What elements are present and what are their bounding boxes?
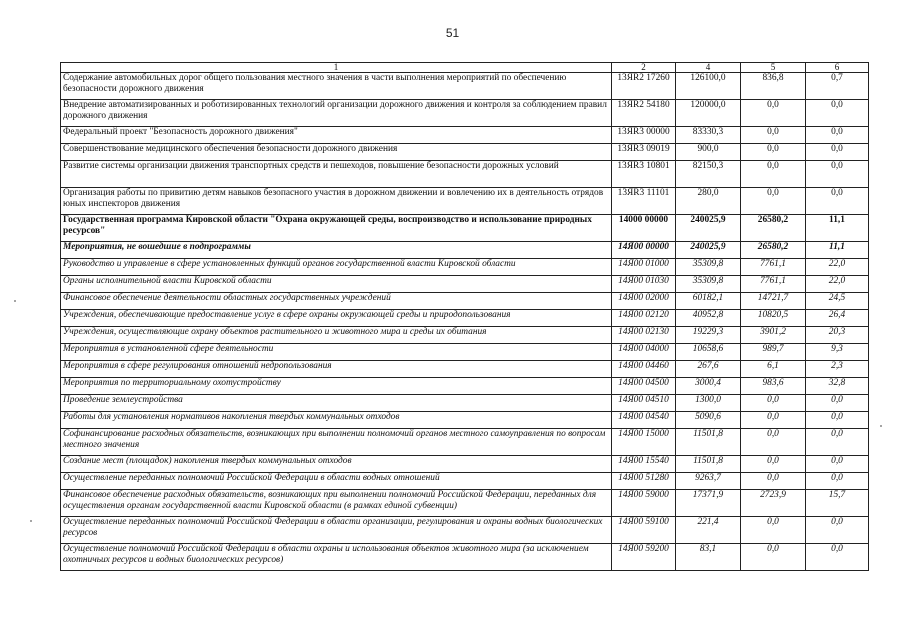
row-plan-value: 267,6 <box>676 361 741 378</box>
row-percent-value: 0,0 <box>806 395 869 412</box>
row-plan-value: 280,0 <box>676 188 741 215</box>
row-actual-value: 26580,2 <box>741 215 806 242</box>
row-name: Учреждения, осуществляющие охрану объектов растительного и животного мира и среды их обитания <box>61 327 612 344</box>
row-code: 14000 00000 <box>612 215 676 242</box>
row-name: Проведение землеустройства <box>61 395 612 412</box>
table-row <box>61 161 869 188</box>
row-actual-value: 0,0 <box>741 473 806 490</box>
row-percent-value: 20,3 <box>806 327 869 344</box>
row-name: Осуществление переданных полномочий Российской Федерации в области водных отношений <box>61 473 612 490</box>
row-plan-value: 82150,3 <box>676 161 741 188</box>
row-code: 14Я00 59200 <box>612 544 676 571</box>
row-actual-value: 7761,1 <box>741 259 806 276</box>
row-percent-value: 11,1 <box>806 242 869 259</box>
row-plan-value: 17371,9 <box>676 490 741 517</box>
header-col-actual: 5 <box>741 63 806 73</box>
row-actual-value: 0,0 <box>741 100 806 127</box>
table-row <box>61 361 869 378</box>
row-name: Организация работы по привитию детям навыков безопасного участия в дорожном движении и вовлечению их в деятельность отрядов юных инспекторов движения <box>61 188 612 215</box>
row-name: Мероприятия в установленной сфере деятельности <box>61 344 612 361</box>
row-actual-value: 26580,2 <box>741 242 806 259</box>
table-row <box>61 310 869 327</box>
row-code: 13ЯR3 10801 <box>612 161 676 188</box>
row-actual-value: 7761,1 <box>741 276 806 293</box>
row-name: Работы для установления нормативов накопления твердых коммунальных отходов <box>61 412 612 429</box>
table-row <box>61 215 869 242</box>
row-plan-value: 9263,7 <box>676 473 741 490</box>
row-name: Федеральный проект "Безопасность дорожного движения" <box>61 127 612 144</box>
row-code: 14Я00 04460 <box>612 361 676 378</box>
row-name: Софинансирование расходных обязательств, возникающих при выполнении полномочий органов местного самоуправления по вопросам местного значения <box>61 429 612 456</box>
row-plan-value: 40952,8 <box>676 310 741 327</box>
header-col-name: 1 <box>61 63 612 73</box>
table-row <box>61 242 869 259</box>
row-code: 13ЯR2 54180 <box>612 100 676 127</box>
row-actual-value: 10820,5 <box>741 310 806 327</box>
row-code: 14Я00 59000 <box>612 490 676 517</box>
row-code: 14Я00 00000 <box>612 242 676 259</box>
scan-speck <box>30 520 32 522</box>
table-row <box>61 378 869 395</box>
row-code: 14Я00 02130 <box>612 327 676 344</box>
row-plan-value: 1300,0 <box>676 395 741 412</box>
header-col-plan: 4 <box>676 63 741 73</box>
table-row <box>61 100 869 127</box>
row-plan-value: 10658,6 <box>676 344 741 361</box>
row-name: Государственная программа Кировской области "Охрана окружающей среды, воспроизводство и использование природных ресурсов" <box>61 215 612 242</box>
row-plan-value: 35309,8 <box>676 259 741 276</box>
table-row <box>61 73 869 100</box>
row-actual-value: 983,6 <box>741 378 806 395</box>
row-actual-value: 0,0 <box>741 544 806 571</box>
row-plan-value: 221,4 <box>676 517 741 544</box>
table-row <box>61 544 869 571</box>
row-name: Мероприятия, не вошедшие в подпрограммы <box>61 242 612 259</box>
row-percent-value: 32,8 <box>806 378 869 395</box>
row-plan-value: 60182,1 <box>676 293 741 310</box>
row-percent-value: 22,0 <box>806 259 869 276</box>
header-col-percent: 6 <box>806 63 869 73</box>
row-actual-value: 0,0 <box>741 188 806 215</box>
row-actual-value: 836,8 <box>741 73 806 100</box>
table-row <box>61 188 869 215</box>
row-percent-value: 0,0 <box>806 429 869 456</box>
row-plan-value: 900,0 <box>676 144 741 161</box>
table-row <box>61 517 869 544</box>
row-name: Руководство и управление в сфере установленных функций органов государственной власти Кировской области <box>61 259 612 276</box>
row-name: Создание мест (площадок) накопления твердых коммунальных отходов <box>61 456 612 473</box>
row-name: Органы исполнительной власти Кировской области <box>61 276 612 293</box>
row-name: Совершенствование медицинского обеспечения безопасности дорожного движения <box>61 144 612 161</box>
row-code: 14Я00 04000 <box>612 344 676 361</box>
row-code: 13ЯR3 11101 <box>612 188 676 215</box>
row-percent-value: 11,1 <box>806 215 869 242</box>
row-code: 14Я00 51280 <box>612 473 676 490</box>
row-percent-value: 15,7 <box>806 490 869 517</box>
table-row <box>61 276 869 293</box>
row-code: 14Я00 02120 <box>612 310 676 327</box>
budget-table <box>60 62 869 571</box>
row-plan-value: 83,1 <box>676 544 741 571</box>
row-name: Мероприятия в сфере регулирования отношений недропользования <box>61 361 612 378</box>
row-code: 14Я00 04500 <box>612 378 676 395</box>
scan-speck <box>880 425 882 427</box>
table-row <box>61 456 869 473</box>
row-percent-value: 0,0 <box>806 456 869 473</box>
table-row <box>61 473 869 490</box>
row-name: Финансовое обеспечение расходных обязательств, возникающих при выполнении полномочий Российской Федерации, переданных для осуществления органам государственной власти Кировской области (в рамках единой субвенции) <box>61 490 612 517</box>
table-row <box>61 344 869 361</box>
table-row <box>61 412 869 429</box>
table-header-row <box>61 63 869 73</box>
row-plan-value: 3000,4 <box>676 378 741 395</box>
row-actual-value: 14721,7 <box>741 293 806 310</box>
row-plan-value: 19229,3 <box>676 327 741 344</box>
row-code: 14Я00 59100 <box>612 517 676 544</box>
row-percent-value: 0,0 <box>806 473 869 490</box>
row-plan-value: 83330,3 <box>676 127 741 144</box>
row-percent-value: 0,0 <box>806 161 869 188</box>
table-row <box>61 144 869 161</box>
table-row <box>61 259 869 276</box>
row-actual-value: 2723,9 <box>741 490 806 517</box>
row-percent-value: 0,0 <box>806 544 869 571</box>
row-plan-value: 35309,8 <box>676 276 741 293</box>
row-actual-value: 989,7 <box>741 344 806 361</box>
row-name: Внедрение автоматизированных и роботизированных технологий организации дорожного движения и контроля за соблюдением правил дорожного движения <box>61 100 612 127</box>
row-name: Осуществление полномочий Российской Федерации в области охраны и использования объектов животного мира (за исключением охотничьих ресурсов и водных биологических ресурсов) <box>61 544 612 571</box>
row-name: Мероприятия по территориальному охотустройству <box>61 378 612 395</box>
row-plan-value: 5090,6 <box>676 412 741 429</box>
row-percent-value: 0,0 <box>806 188 869 215</box>
scan-speck <box>14 300 16 302</box>
row-code: 14Я00 04540 <box>612 412 676 429</box>
row-actual-value: 0,0 <box>741 456 806 473</box>
row-percent-value: 22,0 <box>806 276 869 293</box>
row-code: 13ЯR2 17260 <box>612 73 676 100</box>
row-name: Финансовое обеспечение деятельности областных государственных учреждений <box>61 293 612 310</box>
row-percent-value: 24,5 <box>806 293 869 310</box>
row-plan-value: 120000,0 <box>676 100 741 127</box>
table-row <box>61 395 869 412</box>
table-row <box>61 429 869 456</box>
row-name: Осуществление переданных полномочий Российской Федерации в области организации, регулирования и охраны водных биологических ресурсов <box>61 517 612 544</box>
row-actual-value: 0,0 <box>741 395 806 412</box>
row-code: 14Я00 01000 <box>612 259 676 276</box>
row-code: 14Я00 15540 <box>612 456 676 473</box>
row-code: 14Я00 01030 <box>612 276 676 293</box>
page-number: 51 <box>445 26 460 40</box>
row-name: Учреждения, обеспечивающие предоставление услуг в сфере охраны окружающей среды и природопользования <box>61 310 612 327</box>
row-actual-value: 0,0 <box>741 144 806 161</box>
row-actual-value: 3901,2 <box>741 327 806 344</box>
row-percent-value: 0,0 <box>806 127 869 144</box>
row-percent-value: 0,0 <box>806 517 869 544</box>
row-code: 14Я00 15000 <box>612 429 676 456</box>
row-code: 14Я00 04510 <box>612 395 676 412</box>
row-actual-value: 0,0 <box>741 517 806 544</box>
row-plan-value: 11501,8 <box>676 456 741 473</box>
row-plan-value: 126100,0 <box>676 73 741 100</box>
row-actual-value: 6,1 <box>741 361 806 378</box>
row-code: 13ЯR3 00000 <box>612 127 676 144</box>
row-percent-value: 9,3 <box>806 344 869 361</box>
row-percent-value: 26,4 <box>806 310 869 327</box>
row-percent-value: 0,0 <box>806 100 869 127</box>
row-name: Содержание автомобильных дорог общего пользования местного значения в части выполнения мероприятий по обеспечению безопасности дорожного движения <box>61 73 612 100</box>
row-plan-value: 240025,9 <box>676 215 741 242</box>
row-plan-value: 240025,9 <box>676 242 741 259</box>
row-percent-value: 0,0 <box>806 144 869 161</box>
row-code: 13ЯR3 09019 <box>612 144 676 161</box>
row-percent-value: 2,3 <box>806 361 869 378</box>
row-percent-value: 0,0 <box>806 412 869 429</box>
row-percent-value: 0,7 <box>806 73 869 100</box>
table-row <box>61 327 869 344</box>
row-actual-value: 0,0 <box>741 161 806 188</box>
table-row <box>61 127 869 144</box>
row-actual-value: 0,0 <box>741 127 806 144</box>
row-actual-value: 0,0 <box>741 429 806 456</box>
row-actual-value: 0,0 <box>741 412 806 429</box>
row-name: Развитие системы организации движения транспортных средств и пешеходов, повышение безопасности дорожных условий <box>61 161 612 188</box>
row-code: 14Я00 02000 <box>612 293 676 310</box>
row-plan-value: 11501,8 <box>676 429 741 456</box>
header-col-code: 2 <box>612 63 676 73</box>
table-row <box>61 490 869 517</box>
table-row <box>61 293 869 310</box>
